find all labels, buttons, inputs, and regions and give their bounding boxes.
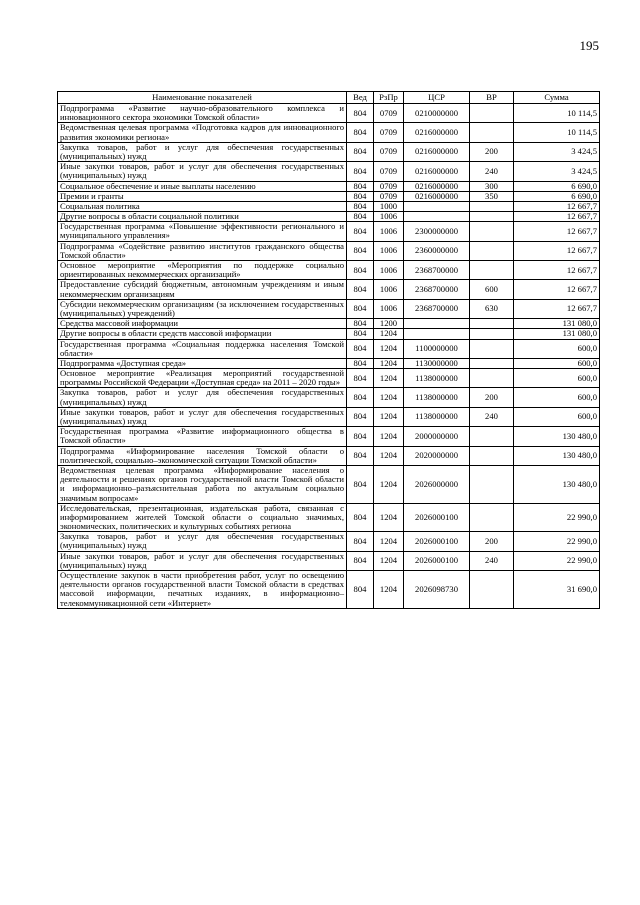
- cell-csr: 2026000100: [404, 551, 470, 570]
- cell-ved: 804: [347, 319, 374, 329]
- cell-vr: [470, 319, 514, 329]
- table-row: [58, 142, 600, 161]
- cell-rzpr: 1204: [374, 388, 404, 407]
- table-row: [58, 571, 600, 609]
- cell-ved: 804: [347, 123, 374, 142]
- cell-sum: 130 480,0: [514, 427, 600, 446]
- cell-csr: [404, 319, 470, 329]
- table-row: [58, 104, 600, 123]
- cell-csr: 2026000000: [404, 465, 470, 503]
- cell-csr: 1138000000: [404, 369, 470, 388]
- column-header-name: Наименование показателей: [58, 92, 347, 104]
- cell-rzpr: 1000: [374, 201, 404, 211]
- cell-sum: 131 080,0: [514, 329, 600, 339]
- cell-name: Премии и гранты: [58, 191, 347, 201]
- table-row: [58, 241, 600, 260]
- cell-ved: 804: [347, 407, 374, 426]
- cell-ved: 804: [347, 261, 374, 280]
- cell-csr: 2026000100: [404, 532, 470, 551]
- cell-ved: 804: [347, 532, 374, 551]
- cell-sum: 130 480,0: [514, 465, 600, 503]
- cell-rzpr: 1204: [374, 551, 404, 570]
- table-row: [58, 280, 600, 299]
- column-header-rzpr: РзПр: [374, 92, 404, 104]
- cell-sum: 12 667,7: [514, 212, 600, 222]
- cell-rzpr: 1006: [374, 299, 404, 318]
- cell-name: Ведомственная целевая программа «Подготовка кадров для инновационного развития экономики региона»: [58, 123, 347, 142]
- cell-sum: 6 690,0: [514, 181, 600, 191]
- cell-name: Государственная программа «Развитие информационного общества в Томской области»: [58, 427, 347, 446]
- table-row: [58, 319, 600, 329]
- cell-ved: 804: [347, 329, 374, 339]
- cell-name: Подпрограмма «Развитие научно-образовательного комплекса и инновационного сектора экономики Томской области»: [58, 104, 347, 123]
- page-number: 195: [579, 38, 599, 53]
- cell-csr: 0216000000: [404, 142, 470, 161]
- table-row: [58, 388, 600, 407]
- table-row: [58, 329, 600, 339]
- cell-vr: 630: [470, 299, 514, 318]
- cell-ved: 804: [347, 339, 374, 358]
- cell-vr: [470, 503, 514, 532]
- cell-rzpr: 1204: [374, 358, 404, 368]
- cell-vr: [470, 241, 514, 260]
- cell-name: Субсидии некоммерческим организациям (за исключением государственных (муниципальных) учреждений): [58, 299, 347, 318]
- cell-vr: 240: [470, 551, 514, 570]
- cell-sum: 12 667,7: [514, 261, 600, 280]
- cell-ved: 804: [347, 358, 374, 368]
- cell-name: Предоставление субсидий бюджетным, автономным учреждениям и иным некоммерческим организациям: [58, 280, 347, 299]
- cell-vr: 200: [470, 388, 514, 407]
- cell-sum: 12 667,7: [514, 280, 600, 299]
- cell-vr: 350: [470, 191, 514, 201]
- cell-vr: 240: [470, 162, 514, 181]
- cell-sum: 3 424,5: [514, 142, 600, 161]
- cell-ved: 804: [347, 280, 374, 299]
- cell-csr: 2026000100: [404, 503, 470, 532]
- cell-rzpr: 1204: [374, 369, 404, 388]
- cell-sum: 22 990,0: [514, 503, 600, 532]
- cell-ved: 804: [347, 427, 374, 446]
- cell-csr: 1138000000: [404, 407, 470, 426]
- cell-sum: 12 667,7: [514, 299, 600, 318]
- cell-name: Закупка товаров, работ и услуг для обеспечения государственных (муниципальных) нужд: [58, 142, 347, 161]
- cell-vr: [470, 339, 514, 358]
- column-header-sum: Сумма: [514, 92, 600, 104]
- cell-ved: 804: [347, 369, 374, 388]
- cell-rzpr: 1204: [374, 427, 404, 446]
- cell-vr: [470, 261, 514, 280]
- cell-ved: 804: [347, 299, 374, 318]
- cell-rzpr: 1200: [374, 319, 404, 329]
- cell-name: Государственная программа «Повышение эффективности регионального и муниципального управления»: [58, 222, 347, 241]
- cell-vr: [470, 212, 514, 222]
- cell-rzpr: 1204: [374, 329, 404, 339]
- table-row: [58, 503, 600, 532]
- cell-ved: 804: [347, 162, 374, 181]
- table-body: [58, 104, 600, 609]
- cell-sum: 600,0: [514, 358, 600, 368]
- cell-ved: 804: [347, 465, 374, 503]
- cell-name: Закупка товаров, работ и услуг для обеспечения государственных (муниципальных) нужд: [58, 532, 347, 551]
- cell-csr: 1130000000: [404, 358, 470, 368]
- cell-name: Иные закупки товаров, работ и услуг для обеспечения государственных (муниципальных) нужд: [58, 407, 347, 426]
- cell-csr: 0216000000: [404, 123, 470, 142]
- cell-sum: 3 424,5: [514, 162, 600, 181]
- cell-vr: [470, 329, 514, 339]
- cell-rzpr: 1204: [374, 339, 404, 358]
- cell-rzpr: 1006: [374, 241, 404, 260]
- cell-vr: [470, 571, 514, 609]
- table-row: [58, 358, 600, 368]
- cell-vr: [470, 465, 514, 503]
- cell-sum: 12 667,7: [514, 201, 600, 211]
- cell-csr: 2300000000: [404, 222, 470, 241]
- cell-vr: [470, 427, 514, 446]
- cell-rzpr: 1006: [374, 261, 404, 280]
- cell-vr: 200: [470, 142, 514, 161]
- cell-csr: 0216000000: [404, 191, 470, 201]
- cell-vr: [470, 446, 514, 465]
- cell-rzpr: 1006: [374, 280, 404, 299]
- table-row: [58, 465, 600, 503]
- table-row: [58, 532, 600, 551]
- cell-rzpr: 1204: [374, 446, 404, 465]
- table-row: [58, 427, 600, 446]
- cell-name: Социальное обеспечение и иные выплаты населению: [58, 181, 347, 191]
- cell-ved: 804: [347, 388, 374, 407]
- cell-rzpr: 1006: [374, 222, 404, 241]
- cell-name: Иные закупки товаров, работ и услуг для обеспечения государственных (муниципальных) нужд: [58, 551, 347, 570]
- cell-sum: 22 990,0: [514, 551, 600, 570]
- cell-sum: 12 667,7: [514, 241, 600, 260]
- cell-rzpr: 1006: [374, 212, 404, 222]
- table-row: [58, 407, 600, 426]
- cell-rzpr: 0709: [374, 162, 404, 181]
- cell-csr: 2360000000: [404, 241, 470, 260]
- cell-vr: 600: [470, 280, 514, 299]
- cell-name: Другие вопросы в области социальной политики: [58, 212, 347, 222]
- cell-rzpr: 0709: [374, 191, 404, 201]
- cell-vr: [470, 222, 514, 241]
- cell-csr: 2000000000: [404, 427, 470, 446]
- cell-vr: 300: [470, 181, 514, 191]
- table-row: [58, 201, 600, 211]
- cell-csr: 2368700000: [404, 261, 470, 280]
- budget-table: [57, 91, 600, 609]
- cell-ved: 804: [347, 503, 374, 532]
- cell-name: Социальная политика: [58, 201, 347, 211]
- cell-vr: [470, 104, 514, 123]
- cell-name: Средства массовой информации: [58, 319, 347, 329]
- cell-name: Ведомственная целевая программа «Информирование населения о деятельности и решениях органов государственной власти Томской области и информационно–разъяснительная работа по актуальным социально значимым вопросам»: [58, 465, 347, 503]
- cell-ved: 804: [347, 104, 374, 123]
- cell-rzpr: 0709: [374, 181, 404, 191]
- cell-sum: 10 114,5: [514, 123, 600, 142]
- cell-ved: 804: [347, 551, 374, 570]
- table-row: [58, 181, 600, 191]
- cell-ved: 804: [347, 222, 374, 241]
- cell-ved: 804: [347, 571, 374, 609]
- table-row: [58, 339, 600, 358]
- cell-csr: 0216000000: [404, 181, 470, 191]
- cell-ved: 804: [347, 446, 374, 465]
- cell-name: Подпрограмма «Информирование населения Томской области о политической, социально–экономической ситуации Томской области»: [58, 446, 347, 465]
- cell-sum: 130 480,0: [514, 446, 600, 465]
- cell-sum: 600,0: [514, 407, 600, 426]
- column-header-ved: Вед: [347, 92, 374, 104]
- cell-name: Исследовательская, презентационная, издательская работа, связанная с информированием жителей Томской области о социально значимых, экономических, политических и культурных событиях региона: [58, 503, 347, 532]
- cell-sum: 6 690,0: [514, 191, 600, 201]
- cell-rzpr: 0709: [374, 104, 404, 123]
- cell-name: Подпрограмма «Содействие развитию институтов гражданского общества Томской области»: [58, 241, 347, 260]
- cell-rzpr: 1204: [374, 571, 404, 609]
- cell-rzpr: 0709: [374, 123, 404, 142]
- cell-sum: 600,0: [514, 369, 600, 388]
- cell-csr: 2020000000: [404, 446, 470, 465]
- cell-vr: 200: [470, 532, 514, 551]
- cell-csr: [404, 329, 470, 339]
- cell-name: Осуществление закупок в части приобретения работ, услуг по освещению деятельности органов государственной власти Томской области в средствах массовой информации, печатных изданиях, в информационно–телекоммуникационной сети «Интернет»: [58, 571, 347, 609]
- cell-ved: 804: [347, 191, 374, 201]
- cell-rzpr: 1204: [374, 407, 404, 426]
- cell-rzpr: 1204: [374, 503, 404, 532]
- cell-sum: 10 114,5: [514, 104, 600, 123]
- header-row: [58, 92, 600, 104]
- table-row: [58, 261, 600, 280]
- cell-vr: 240: [470, 407, 514, 426]
- cell-ved: 804: [347, 201, 374, 211]
- cell-sum: 12 667,7: [514, 222, 600, 241]
- table-row: [58, 212, 600, 222]
- table-row: [58, 299, 600, 318]
- cell-sum: 600,0: [514, 388, 600, 407]
- cell-ved: 804: [347, 212, 374, 222]
- cell-name: Закупка товаров, работ и услуг для обеспечения государственных (муниципальных) нужд: [58, 388, 347, 407]
- cell-vr: [470, 201, 514, 211]
- cell-csr: 2368700000: [404, 299, 470, 318]
- cell-csr: 0210000000: [404, 104, 470, 123]
- cell-sum: 600,0: [514, 339, 600, 358]
- table-row: [58, 369, 600, 388]
- table-row: [58, 551, 600, 570]
- cell-rzpr: 0709: [374, 142, 404, 161]
- cell-ved: 804: [347, 241, 374, 260]
- table-row: [58, 191, 600, 201]
- cell-sum: 22 990,0: [514, 532, 600, 551]
- cell-name: Основное мероприятие «Реализация мероприятий государственной программы Российской Федерации «Доступная среда» на 2011 – 2020 годы»: [58, 369, 347, 388]
- cell-csr: 0216000000: [404, 162, 470, 181]
- table-row: [58, 162, 600, 181]
- cell-csr: [404, 201, 470, 211]
- cell-sum: 31 690,0: [514, 571, 600, 609]
- cell-name: Подпрограмма «Доступная среда»: [58, 358, 347, 368]
- column-header-csr: ЦСР: [404, 92, 470, 104]
- table-row: [58, 222, 600, 241]
- cell-rzpr: 1204: [374, 465, 404, 503]
- cell-vr: [470, 123, 514, 142]
- cell-ved: 804: [347, 142, 374, 161]
- cell-name: Основное мероприятие «Мероприятия по поддержке социально ориентированных некоммерческих организаций»: [58, 261, 347, 280]
- cell-sum: 131 080,0: [514, 319, 600, 329]
- cell-vr: [470, 369, 514, 388]
- cell-name: Иные закупки товаров, работ и услуг для обеспечения государственных (муниципальных) нужд: [58, 162, 347, 181]
- cell-name: Другие вопросы в области средств массовой информации: [58, 329, 347, 339]
- cell-csr: 1138000000: [404, 388, 470, 407]
- table-row: [58, 446, 600, 465]
- cell-csr: 2368700000: [404, 280, 470, 299]
- cell-name: Государственная программа «Социальная поддержка населения Томской области»: [58, 339, 347, 358]
- cell-csr: 2026098730: [404, 571, 470, 609]
- cell-ved: 804: [347, 181, 374, 191]
- cell-rzpr: 1204: [374, 532, 404, 551]
- cell-vr: [470, 358, 514, 368]
- table-row: [58, 123, 600, 142]
- cell-csr: 1100000000: [404, 339, 470, 358]
- cell-csr: [404, 212, 470, 222]
- column-header-vr: ВР: [470, 92, 514, 104]
